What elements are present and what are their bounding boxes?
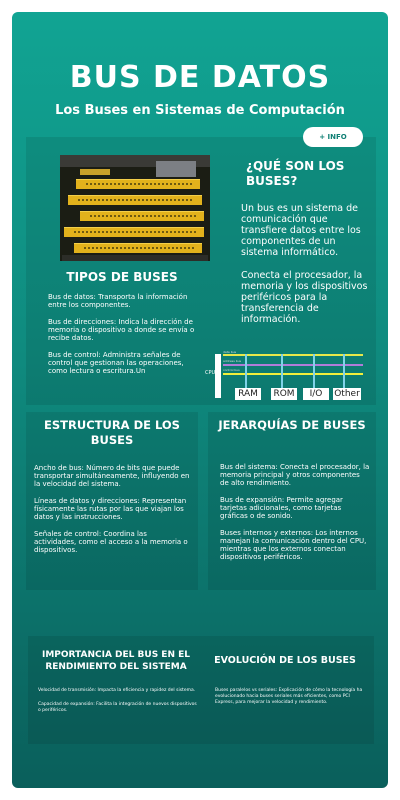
importance-title: IMPORTANCIA DEL BUS EN EL RENDIMIENTO DEL SISTEMA	[41, 650, 191, 672]
importance-item: Capacidad de expansión: Facilita la integración de nuevos dispositivos o periféricos.	[38, 702, 197, 713]
other-block: Other	[334, 389, 360, 399]
data-bus-label: data bus	[223, 350, 237, 354]
what-paragraph-2: Conecta el procesador, la memoria y los dispositivos periféricos para la transferencia de información.	[241, 270, 368, 325]
motherboard-image	[60, 155, 210, 261]
evolution-item: Buses paralelos vs seriales: Explicación de cómo la tecnología ha evolucionado hacia buses seriales más eficientes, como PCI Express, para mejorar la velocidad y rendimiento.	[215, 688, 363, 705]
evolution-title: EVOLUCIÓN DE LOS BUSES	[214, 655, 356, 666]
structure-list	[34, 464, 190, 563]
what-text	[241, 203, 369, 325]
io-block: I/O	[303, 388, 329, 400]
evolution-list	[215, 688, 365, 706]
types-title: TIPOS DE BUSES	[66, 270, 178, 284]
more-info-button[interactable]: + INFO	[303, 127, 363, 147]
structure-item: Señales de control: Coordina las actividades, como el acceso a la memoria o dispositivos.	[34, 530, 188, 554]
hierarchy-item: Bus del sistema: Conecta el procesador, la memoria principal y otros componentes de alto rendimiento.	[220, 463, 370, 487]
data-bus-line	[223, 354, 363, 356]
types-list	[48, 293, 200, 384]
cpu-box	[215, 354, 221, 398]
bus-drop-line	[281, 354, 283, 388]
structure-title: ESTRUCTURA DE LOS BUSES	[44, 418, 180, 447]
types-item: Bus de direcciones: Indica la dirección de memoria o dispositivo a donde se envía o recibe datos.	[48, 318, 195, 342]
control-bus-line	[223, 373, 363, 375]
bus-diagram	[205, 350, 367, 402]
control-bus-label: control bus	[223, 368, 240, 372]
types-item: Bus de datos: Transporta la información entre los componentes.	[48, 293, 188, 309]
address-bus-label: address bus	[223, 359, 242, 363]
hierarchy-list	[220, 463, 370, 570]
address-bus-line	[223, 364, 363, 366]
page-title: BUS DE DATOS	[69, 60, 331, 95]
cpu-label: CPU	[205, 370, 216, 376]
hierarchy-item: Buses internos y externos: Los internos manejan la comunicación dentro del CPU, mientras que los externos conectan dispositivos periféricos.	[220, 529, 367, 561]
ram-block: RAM	[235, 388, 261, 400]
hierarchy-item: Bus de expansión: Permite agregar tarjetas adicionales, como tarjetas gráficas o de sonido.	[220, 496, 343, 520]
bus-drop-line	[313, 354, 315, 388]
hierarchy-title: JERARQUÍAS DE BUSES	[218, 418, 366, 432]
importance-item: Velocidad de transmisión: Impacta la eficiencia y rapidez del sistema.	[38, 688, 196, 693]
bus-drop-line	[245, 354, 247, 388]
infographic-card	[12, 12, 388, 788]
bus-drop-line	[343, 354, 345, 388]
what-title: ¿QUÉ SON LOS BUSES?	[246, 159, 345, 188]
importance-list	[38, 688, 198, 714]
what-paragraph-1: Un bus es un sistema de comunicación que transfiere datos entre los componentes de un sistema informático.	[241, 203, 361, 258]
structure-item: Líneas de datos y direcciones: Representan físicamente las rutas por las que viajan los datos y las instrucciones.	[34, 497, 187, 521]
rom-block: ROM	[271, 388, 297, 400]
page-subtitle: Los Buses en Sistemas de Computación	[55, 103, 345, 118]
types-item: Bus de control: Administra señales de control que gestionan las operaciones, como lectura o escritura.Un	[48, 351, 184, 375]
structure-item: Ancho de bus: Número de bits que puede transportar simultáneamente, influyendo en la velocidad del sistema.	[34, 464, 190, 488]
